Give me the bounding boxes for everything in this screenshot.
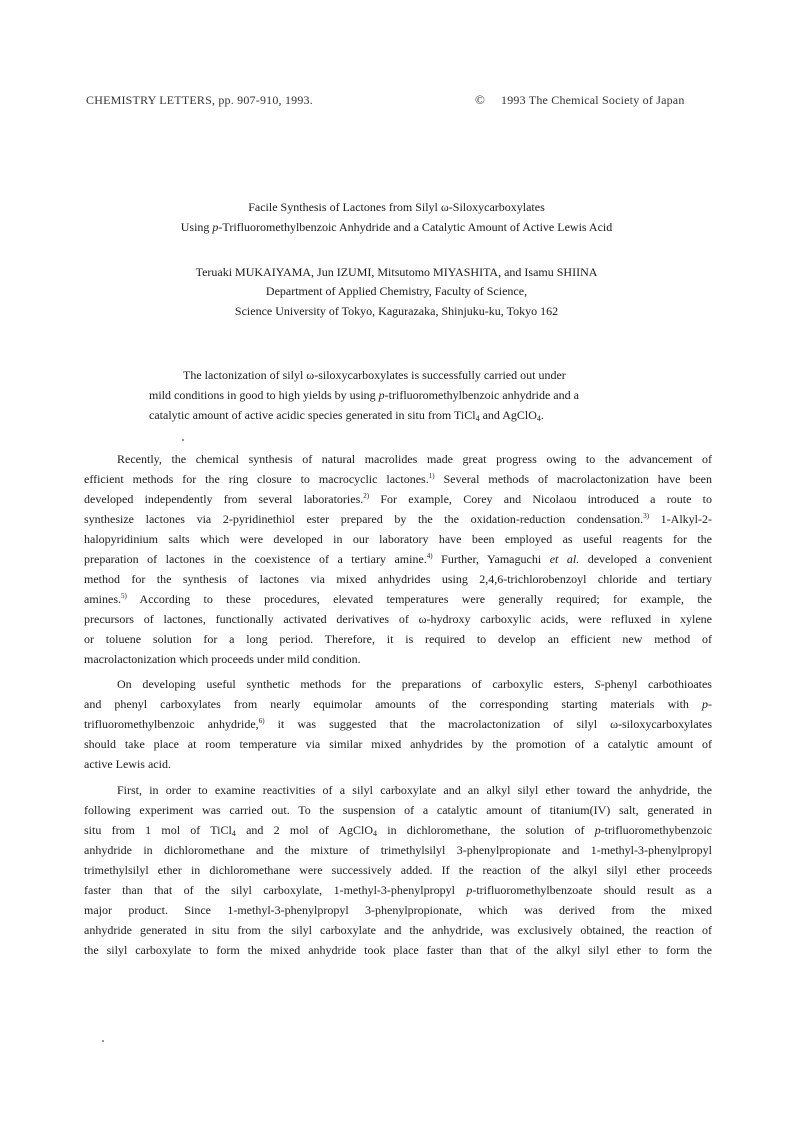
p2-line-1: On developing useful synthetic methods for the preparations of carboxylic esters, S-phenyl carbothioates	[117, 677, 712, 691]
title-line-1: Facile Synthesis of Lactones from Silyl ω-Siloxycarboxylates	[248, 200, 545, 214]
p3-line-4: anhydride in dichloromethane and the mixture of trimethylsilyl 3-phenylpropionate and 1-methyl-3-phenylpropyl	[84, 843, 712, 857]
p3-line-5: trimethylsilyl ether in dichloromethane were successively added. If the reaction of the alkyl silyl ether proceeds	[84, 863, 712, 877]
scan-speck	[102, 1040, 104, 1042]
p3-line-7: major product. Since 1-methyl-3-phenylpropyl 3-phenylpropionate, which was derived from the mixed	[84, 903, 712, 917]
copyright-symbol: ©	[475, 92, 486, 107]
p1-line-9: precursors of lactones, functionally activated derivatives of ω-hydroxy carboxylic acids, were refluxed in xylene	[84, 612, 712, 626]
p1-line-6: preparation of lactones in the coexistence of a tertiary amine.$^{4)}$ Further, Yamaguchi et al. developed a convenient	[84, 552, 713, 566]
authors: Teruaki MUKAIYAMA, Jun IZUMI, Mitsutomo MIYASHITA, and Isamu SHIINA	[195, 265, 598, 279]
p1-line-2: efficient methods for the ring closure to macrocyclic lactones.$^{1)}$ Several methods of macrolactonization have been	[84, 472, 712, 486]
abstract-line-2: mild conditions in good to high yields by using p-trifluoromethylbenzoic anhydride and a	[149, 388, 579, 402]
p1-line-7: method for the synthesis of lactones via mixed anhydrides using 2,4,6-trichlorobenzoyl chloride and tertiary	[84, 572, 712, 586]
abstract-line-3: catalytic amount of active acidic species generated in situ from TiCl$_4$ and AgClO$_4$.	[149, 408, 544, 423]
p1-line-5: halopyridinium salts which were developed in our laboratory have been employed as useful reagents for the	[84, 532, 712, 546]
p1-line-11: macrolactonization which proceeds under mild condition.	[84, 652, 361, 666]
p2-line-3: trifluoromethylbenzoic anhydride,$^{6)}$ it was suggested that the macrolactonization of silyl ω-siloxycarboxylates	[84, 717, 712, 731]
p2-line-2: and phenyl carboxylates from nearly equimolar amounts of the corresponding starting materials with p-	[84, 697, 712, 711]
p3-line-8: anhydride generated in situ from the silyl carboxylate and the anhydride, was exclusively obtained, the reaction of	[84, 923, 712, 937]
p3-line-9: the silyl carboxylate to form the mixed anhydride took place faster than that of the alkyl silyl ether to form the	[84, 943, 712, 957]
journal-citation: CHEMISTRY LETTERS, pp. 907-910, 1993.	[86, 93, 313, 107]
p2-line-5: active Lewis acid.	[84, 757, 171, 771]
p3-line-6: faster than that of the silyl carboxylate, 1-methyl-3-phenylpropyl p-trifluoromethylbenzoate should result as a	[84, 883, 712, 897]
p3-line-3: situ from 1 mol of TiCl$_4$ and 2 mol of AgClO$_4$ in dichloromethane, the solution of p-trifluoromethybenzoic	[84, 823, 712, 838]
abstract-line-1: The lactonization of silyl ω-siloxycarboxylates is successfully carried out under	[183, 368, 566, 382]
affiliation-line-1: Department of Applied Chemistry, Faculty of Science,	[265, 284, 528, 298]
title-line-2: Using p-Trifluoromethylbenzoic Anhydride and a Catalytic Amount of Active Lewis Acid	[180, 220, 613, 234]
p1-line-1: Recently, the chemical synthesis of natural macrolides made great progress owing to the advancement of	[117, 452, 712, 466]
copyright-text: 1993 The Chemical Society of Japan	[501, 93, 685, 107]
affiliation-line-2: Science University of Tokyo, Kagurazaka, Shinjuku-ku, Tokyo 162	[234, 304, 559, 318]
p3-line-1: First, in order to examine reactivities of a silyl carboxylate and an alkyl silyl ether toward the anhydride, the	[117, 783, 712, 797]
p1-line-10: or toluene solution for a long period. Therefore, it is required to develop an efficient new method of	[84, 632, 712, 646]
p1-line-4: synthesize lactones via 2-pyridinethiol ester prepared by the the oxidation-reduction condensation.$^{3)}$ 1-Alkyl-2-	[84, 512, 712, 526]
scan-speck	[182, 439, 184, 441]
p1-line-8: amines.$^{5)}$ According to these procedures, elevated temperatures were generally required; for example, the	[84, 592, 712, 606]
p3-line-2: following experiment was carried out. To the suspension of a catalytic amount of titanium(IV) salt, generated in	[84, 803, 712, 817]
p2-line-4: should take place at room temperature via similar mixed anhydrides by the promotion of a catalytic amount of	[84, 737, 712, 751]
p1-line-3: developed independently from several laboratories.$^{2)}$ For example, Corey and Nicolaou introduced a route to	[84, 492, 712, 506]
